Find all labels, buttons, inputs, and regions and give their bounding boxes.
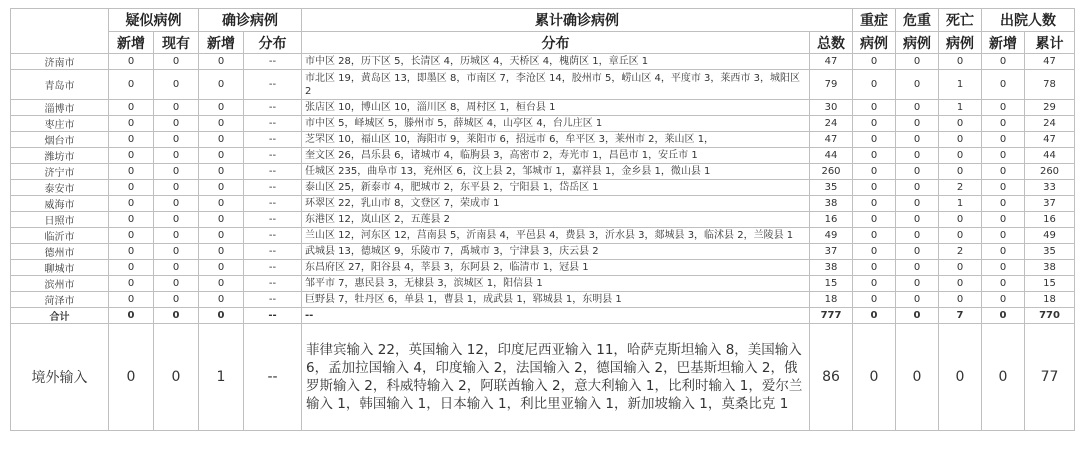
confirmed-distribution-cell: --: [244, 180, 302, 196]
city-cell: 合计: [11, 308, 109, 324]
discharged-new-cell: 0: [982, 228, 1025, 244]
critical-cell: 0: [896, 196, 939, 212]
distribution-cell: 环翠区 22，乳山市 8，文登区 7，荣成市 1: [302, 196, 810, 212]
suspected-current-cell: 0: [154, 212, 199, 228]
suspected-current-cell: 0: [154, 308, 199, 324]
discharged-total-cell: 47: [1025, 54, 1075, 70]
critical-cell: 0: [896, 180, 939, 196]
suspected-new-cell: 0: [109, 196, 154, 212]
table-row: [11, 244, 1075, 260]
discharged-total-cell: 37: [1025, 196, 1075, 212]
city-cell: 境外输入: [11, 324, 109, 431]
suspected-new-header: 新增: [109, 32, 154, 54]
total-cell: 16: [810, 212, 853, 228]
death-cell: 0: [939, 292, 982, 308]
distribution-cell: 东昌府区 27，阳谷县 4，莘县 3，东阿县 2，临清市 1，冠县 1: [302, 260, 810, 276]
table-row: [11, 276, 1075, 292]
critical-cell: 0: [896, 244, 939, 260]
distribution-cell: 邹平市 7，惠民县 3，无棣县 3，滨城区 1，阳信县 1: [302, 276, 810, 292]
death-cell: 0: [939, 132, 982, 148]
suspected-current-cell: 0: [154, 164, 199, 180]
discharged-new-cell: 0: [982, 292, 1025, 308]
suspected-new-cell: 0: [109, 54, 154, 70]
suspected-header: 疑似病例: [109, 9, 199, 32]
covid-case-table: [10, 8, 1075, 431]
total-cell: 18: [810, 292, 853, 308]
death-cell: 2: [939, 180, 982, 196]
critical-cell: 0: [896, 276, 939, 292]
discharged-new-cell: 0: [982, 308, 1025, 324]
table-row: [11, 324, 1075, 431]
distribution-cell: 张店区 10，博山区 10，淄川区 8，周村区 1，桓台县 1: [302, 100, 810, 116]
distribution-cell: 市北区 19，黄岛区 13，即墨区 8，市南区 7，李沧区 14，胶州市 5，崂山区 4，平度市 3，莱西市 3，城阳区 2: [302, 70, 810, 100]
critical-cases-header: 病例: [896, 32, 939, 54]
city-cell: 潍坊市: [11, 148, 109, 164]
suspected-new-cell: 0: [109, 228, 154, 244]
severe-cell: 0: [853, 148, 896, 164]
suspected-current-cell: 0: [154, 292, 199, 308]
discharged-new-cell: 0: [982, 132, 1025, 148]
suspected-current-cell: 0: [154, 324, 199, 431]
confirmed-new-cell: 0: [199, 276, 244, 292]
discharged-total-cell: 33: [1025, 180, 1075, 196]
table-row: [11, 132, 1075, 148]
death-cell: 1: [939, 196, 982, 212]
total-cell: 44: [810, 148, 853, 164]
severe-cell: 0: [853, 164, 896, 180]
confirmed-new-cell: 0: [199, 164, 244, 180]
confirmed-new-cell: 0: [199, 132, 244, 148]
death-cell: 0: [939, 116, 982, 132]
table-row: [11, 196, 1075, 212]
distribution-cell: 任城区 235，曲阜市 13，兖州区 6，汶上县 2，邹城市 1，嘉祥县 1，金乡县 1，微山县 1: [302, 164, 810, 180]
suspected-current-cell: 0: [154, 276, 199, 292]
total-cell: 37: [810, 244, 853, 260]
city-cell: 临沂市: [11, 228, 109, 244]
severe-cell: 0: [853, 70, 896, 100]
discharged-total-cell: 77: [1025, 324, 1075, 431]
city-cell: 德州市: [11, 244, 109, 260]
severe-cell: 0: [853, 260, 896, 276]
confirmed-new-cell: 0: [199, 228, 244, 244]
discharged-total-cell: 24: [1025, 116, 1075, 132]
suspected-new-cell: 0: [109, 148, 154, 164]
confirmed-new-cell: 0: [199, 100, 244, 116]
city-header: [11, 9, 109, 54]
city-cell: 烟台市: [11, 132, 109, 148]
total-cell: 260: [810, 164, 853, 180]
discharged-total-cell: 29: [1025, 100, 1075, 116]
discharged-total-header: 累计: [1025, 32, 1075, 54]
suspected-new-cell: 0: [109, 212, 154, 228]
confirmed-distribution-cell: --: [244, 54, 302, 70]
suspected-new-cell: 0: [109, 260, 154, 276]
city-cell: 枣庄市: [11, 116, 109, 132]
header-row-1: [11, 9, 1075, 32]
discharged-new-cell: 0: [982, 116, 1025, 132]
critical-cell: 0: [896, 212, 939, 228]
city-cell: 滨州市: [11, 276, 109, 292]
severe-cell: 0: [853, 244, 896, 260]
total-cell: 86: [810, 324, 853, 431]
distribution-cell: 菲律宾输入 22，英国输入 12，印度尼西亚输入 11，哈萨克斯坦输入 8，美国输入 6，孟加拉国输入 4，印度输入 2，法国输入 2，德国输入 2，巴基斯坦输入 2，俄罗斯输入 2，科威特输入 2，阿联酋输入 2，意大利输入 1，比利时输入 1，爱尔兰输入 1，韩国输入 1，日本输入 1，利比里亚输入 1，新加坡输入 1，莫桑比克 1: [302, 324, 810, 431]
confirmed-new-cell: 0: [199, 116, 244, 132]
table-row: [11, 228, 1075, 244]
critical-cell: 0: [896, 292, 939, 308]
suspected-new-cell: 0: [109, 180, 154, 196]
suspected-new-cell: 0: [109, 116, 154, 132]
cumulative-total-header: 总数: [810, 32, 853, 54]
city-cell: 聊城市: [11, 260, 109, 276]
suspected-current-header: 现有: [154, 32, 199, 54]
death-cell: 0: [939, 276, 982, 292]
critical-cell: 0: [896, 70, 939, 100]
discharged-new-cell: 0: [982, 324, 1025, 431]
confirmed-distribution-cell: --: [244, 148, 302, 164]
confirmed-distribution-cell: --: [244, 276, 302, 292]
confirmed-new-cell: 0: [199, 292, 244, 308]
city-cell: 青岛市: [11, 70, 109, 100]
discharged-total-cell: 16: [1025, 212, 1075, 228]
suspected-new-cell: 0: [109, 324, 154, 431]
discharged-new-header: 新增: [982, 32, 1025, 54]
suspected-new-cell: 0: [109, 292, 154, 308]
death-cell: 1: [939, 70, 982, 100]
confirmed-distribution-cell: --: [244, 196, 302, 212]
confirmed-new-cell: 1: [199, 324, 244, 431]
table-row: [11, 292, 1075, 308]
discharged-total-cell: 15: [1025, 276, 1075, 292]
suspected-current-cell: 0: [154, 100, 199, 116]
discharged-total-cell: 44: [1025, 148, 1075, 164]
confirmed-distribution-cell: --: [244, 260, 302, 276]
confirmed-new-cell: 0: [199, 260, 244, 276]
table-row: [11, 164, 1075, 180]
suspected-current-cell: 0: [154, 70, 199, 100]
discharged-new-cell: 0: [982, 244, 1025, 260]
confirmed-new-cell: 0: [199, 70, 244, 100]
confirmed-new-cell: 0: [199, 244, 244, 260]
critical-cell: 0: [896, 164, 939, 180]
discharged-new-cell: 0: [982, 212, 1025, 228]
confirmed-new-cell: 0: [199, 148, 244, 164]
confirmed-distribution-cell: --: [244, 212, 302, 228]
table-row: [11, 54, 1075, 70]
total-cell: 15: [810, 276, 853, 292]
distribution-cell: 芝罘区 10，福山区 10，海阳市 9，莱阳市 6，招远市 6，牟平区 3，莱州市 2，莱山区 1，: [302, 132, 810, 148]
discharged-total-cell: 47: [1025, 132, 1075, 148]
confirmed-new-cell: 0: [199, 54, 244, 70]
total-cell: 79: [810, 70, 853, 100]
table-row: [11, 70, 1075, 100]
critical-cell: 0: [896, 132, 939, 148]
death-cell: 0: [939, 148, 982, 164]
suspected-current-cell: 0: [154, 260, 199, 276]
total-cell: 38: [810, 260, 853, 276]
suspected-current-cell: 0: [154, 54, 199, 70]
suspected-current-cell: 0: [154, 196, 199, 212]
discharged-total-cell: 770: [1025, 308, 1075, 324]
table-row: [11, 260, 1075, 276]
suspected-current-cell: 0: [154, 228, 199, 244]
severe-cell: 0: [853, 196, 896, 212]
confirmed-distribution-cell: --: [244, 70, 302, 100]
suspected-current-cell: 0: [154, 132, 199, 148]
discharged-new-cell: 0: [982, 276, 1025, 292]
distribution-cell: 泰山区 25，新泰市 4，肥城市 2，东平县 2，宁阳县 1，岱岳区 1: [302, 180, 810, 196]
city-cell: 威海市: [11, 196, 109, 212]
suspected-new-cell: 0: [109, 276, 154, 292]
city-cell: 济南市: [11, 54, 109, 70]
suspected-current-cell: 0: [154, 180, 199, 196]
critical-cell: 0: [896, 148, 939, 164]
death-cell: 0: [939, 212, 982, 228]
discharged-total-cell: 78: [1025, 70, 1075, 100]
distribution-cell: 兰山区 12，河东区 12，莒南县 5，沂南县 4，平邑县 4，费县 3，沂水县 3，郯城县 3，临沭县 2，兰陵县 1: [302, 228, 810, 244]
discharged-total-cell: 49: [1025, 228, 1075, 244]
discharged-new-cell: 0: [982, 54, 1025, 70]
critical-cell: 0: [896, 308, 939, 324]
distribution-cell: 奎文区 26，昌乐县 6，诸城市 4，临朐县 3，高密市 2，寿光市 1，昌邑市 1，安丘市 1: [302, 148, 810, 164]
table-row: [11, 212, 1075, 228]
severe-cell: 0: [853, 132, 896, 148]
critical-cell: 0: [896, 116, 939, 132]
discharged-new-cell: 0: [982, 148, 1025, 164]
death-cell: 0: [939, 54, 982, 70]
table-row: [11, 308, 1075, 324]
severe-cell: 0: [853, 228, 896, 244]
discharged-new-cell: 0: [982, 260, 1025, 276]
discharged-new-cell: 0: [982, 180, 1025, 196]
discharged-new-cell: 0: [982, 70, 1025, 100]
critical-cell: 0: [896, 324, 939, 431]
discharged-total-cell: 35: [1025, 244, 1075, 260]
total-cell: 35: [810, 180, 853, 196]
distribution-cell: 武城县 13，德城区 9，乐陵市 7，禹城市 3，宁津县 3，庆云县 2: [302, 244, 810, 260]
city-cell: 泰安市: [11, 180, 109, 196]
discharged-new-cell: 0: [982, 196, 1025, 212]
severe-cases-header: 病例: [853, 32, 896, 54]
discharged-total-cell: 38: [1025, 260, 1075, 276]
critical-cell: 0: [896, 228, 939, 244]
cumulative-header: 累计确诊病例: [302, 9, 853, 32]
severe-cell: 0: [853, 180, 896, 196]
distribution-cell: --: [302, 308, 810, 324]
cumulative-distribution-header: 分布: [302, 32, 810, 54]
distribution-cell: 巨野县 7，牡丹区 6，单县 1，曹县 1，成武县 1，郓城县 1，东明县 1: [302, 292, 810, 308]
severe-cell: 0: [853, 276, 896, 292]
severe-header: 重症: [853, 9, 896, 32]
suspected-current-cell: 0: [154, 116, 199, 132]
severe-cell: 0: [853, 324, 896, 431]
critical-cell: 0: [896, 260, 939, 276]
severe-cell: 0: [853, 54, 896, 70]
table-row: [11, 148, 1075, 164]
confirmed-distribution-cell: --: [244, 292, 302, 308]
suspected-new-cell: 0: [109, 244, 154, 260]
severe-cell: 0: [853, 212, 896, 228]
critical-header: 危重: [896, 9, 939, 32]
death-cell: 1: [939, 100, 982, 116]
discharged-total-cell: 18: [1025, 292, 1075, 308]
suspected-new-cell: 0: [109, 100, 154, 116]
death-cell: 0: [939, 164, 982, 180]
table-row: [11, 116, 1075, 132]
confirmed-new-cell: 0: [199, 308, 244, 324]
discharged-new-cell: 0: [982, 100, 1025, 116]
suspected-new-cell: 0: [109, 132, 154, 148]
death-cell: 0: [939, 260, 982, 276]
critical-cell: 0: [896, 100, 939, 116]
discharged-header: 出院人数: [982, 9, 1075, 32]
city-cell: 淄博市: [11, 100, 109, 116]
city-cell: 日照市: [11, 212, 109, 228]
discharged-total-cell: 260: [1025, 164, 1075, 180]
confirmed-distribution-cell: --: [244, 132, 302, 148]
total-cell: 777: [810, 308, 853, 324]
death-cases-header: 病例: [939, 32, 982, 54]
total-cell: 38: [810, 196, 853, 212]
confirmed-distribution-cell: --: [244, 244, 302, 260]
critical-cell: 0: [896, 54, 939, 70]
suspected-current-cell: 0: [154, 244, 199, 260]
confirmed-header: 确诊病例: [199, 9, 302, 32]
death-cell: 0: [939, 228, 982, 244]
total-cell: 49: [810, 228, 853, 244]
table-row: [11, 180, 1075, 196]
death-header: 死亡: [939, 9, 982, 32]
severe-cell: 0: [853, 100, 896, 116]
discharged-new-cell: 0: [982, 164, 1025, 180]
severe-cell: 0: [853, 292, 896, 308]
table-row: [11, 100, 1075, 116]
confirmed-distribution-cell: --: [244, 164, 302, 180]
suspected-new-cell: 0: [109, 164, 154, 180]
confirmed-distribution-cell: --: [244, 116, 302, 132]
confirmed-new-header: 新增: [199, 32, 244, 54]
death-cell: 7: [939, 308, 982, 324]
confirmed-distribution-header: 分布: [244, 32, 302, 54]
suspected-new-cell: 0: [109, 70, 154, 100]
confirmed-distribution-cell: --: [244, 100, 302, 116]
confirmed-distribution-cell: --: [244, 308, 302, 324]
distribution-cell: 市中区 28，历下区 5，长清区 4，历城区 4，天桥区 4，槐荫区 1，章丘区 1: [302, 54, 810, 70]
suspected-current-cell: 0: [154, 148, 199, 164]
death-cell: 0: [939, 324, 982, 431]
total-cell: 24: [810, 116, 853, 132]
suspected-new-cell: 0: [109, 308, 154, 324]
distribution-cell: 东港区 12，岚山区 2，五莲县 2: [302, 212, 810, 228]
confirmed-new-cell: 0: [199, 196, 244, 212]
total-cell: 47: [810, 54, 853, 70]
confirmed-distribution-cell: --: [244, 324, 302, 431]
confirmed-distribution-cell: --: [244, 228, 302, 244]
confirmed-new-cell: 0: [199, 212, 244, 228]
city-cell: 济宁市: [11, 164, 109, 180]
total-cell: 47: [810, 132, 853, 148]
city-cell: 菏泽市: [11, 292, 109, 308]
severe-cell: 0: [853, 308, 896, 324]
death-cell: 2: [939, 244, 982, 260]
distribution-cell: 市中区 5，峄城区 5，滕州市 5，薛城区 4，山亭区 4，台儿庄区 1: [302, 116, 810, 132]
confirmed-new-cell: 0: [199, 180, 244, 196]
header-row-2: [11, 32, 1075, 54]
severe-cell: 0: [853, 116, 896, 132]
total-cell: 30: [810, 100, 853, 116]
